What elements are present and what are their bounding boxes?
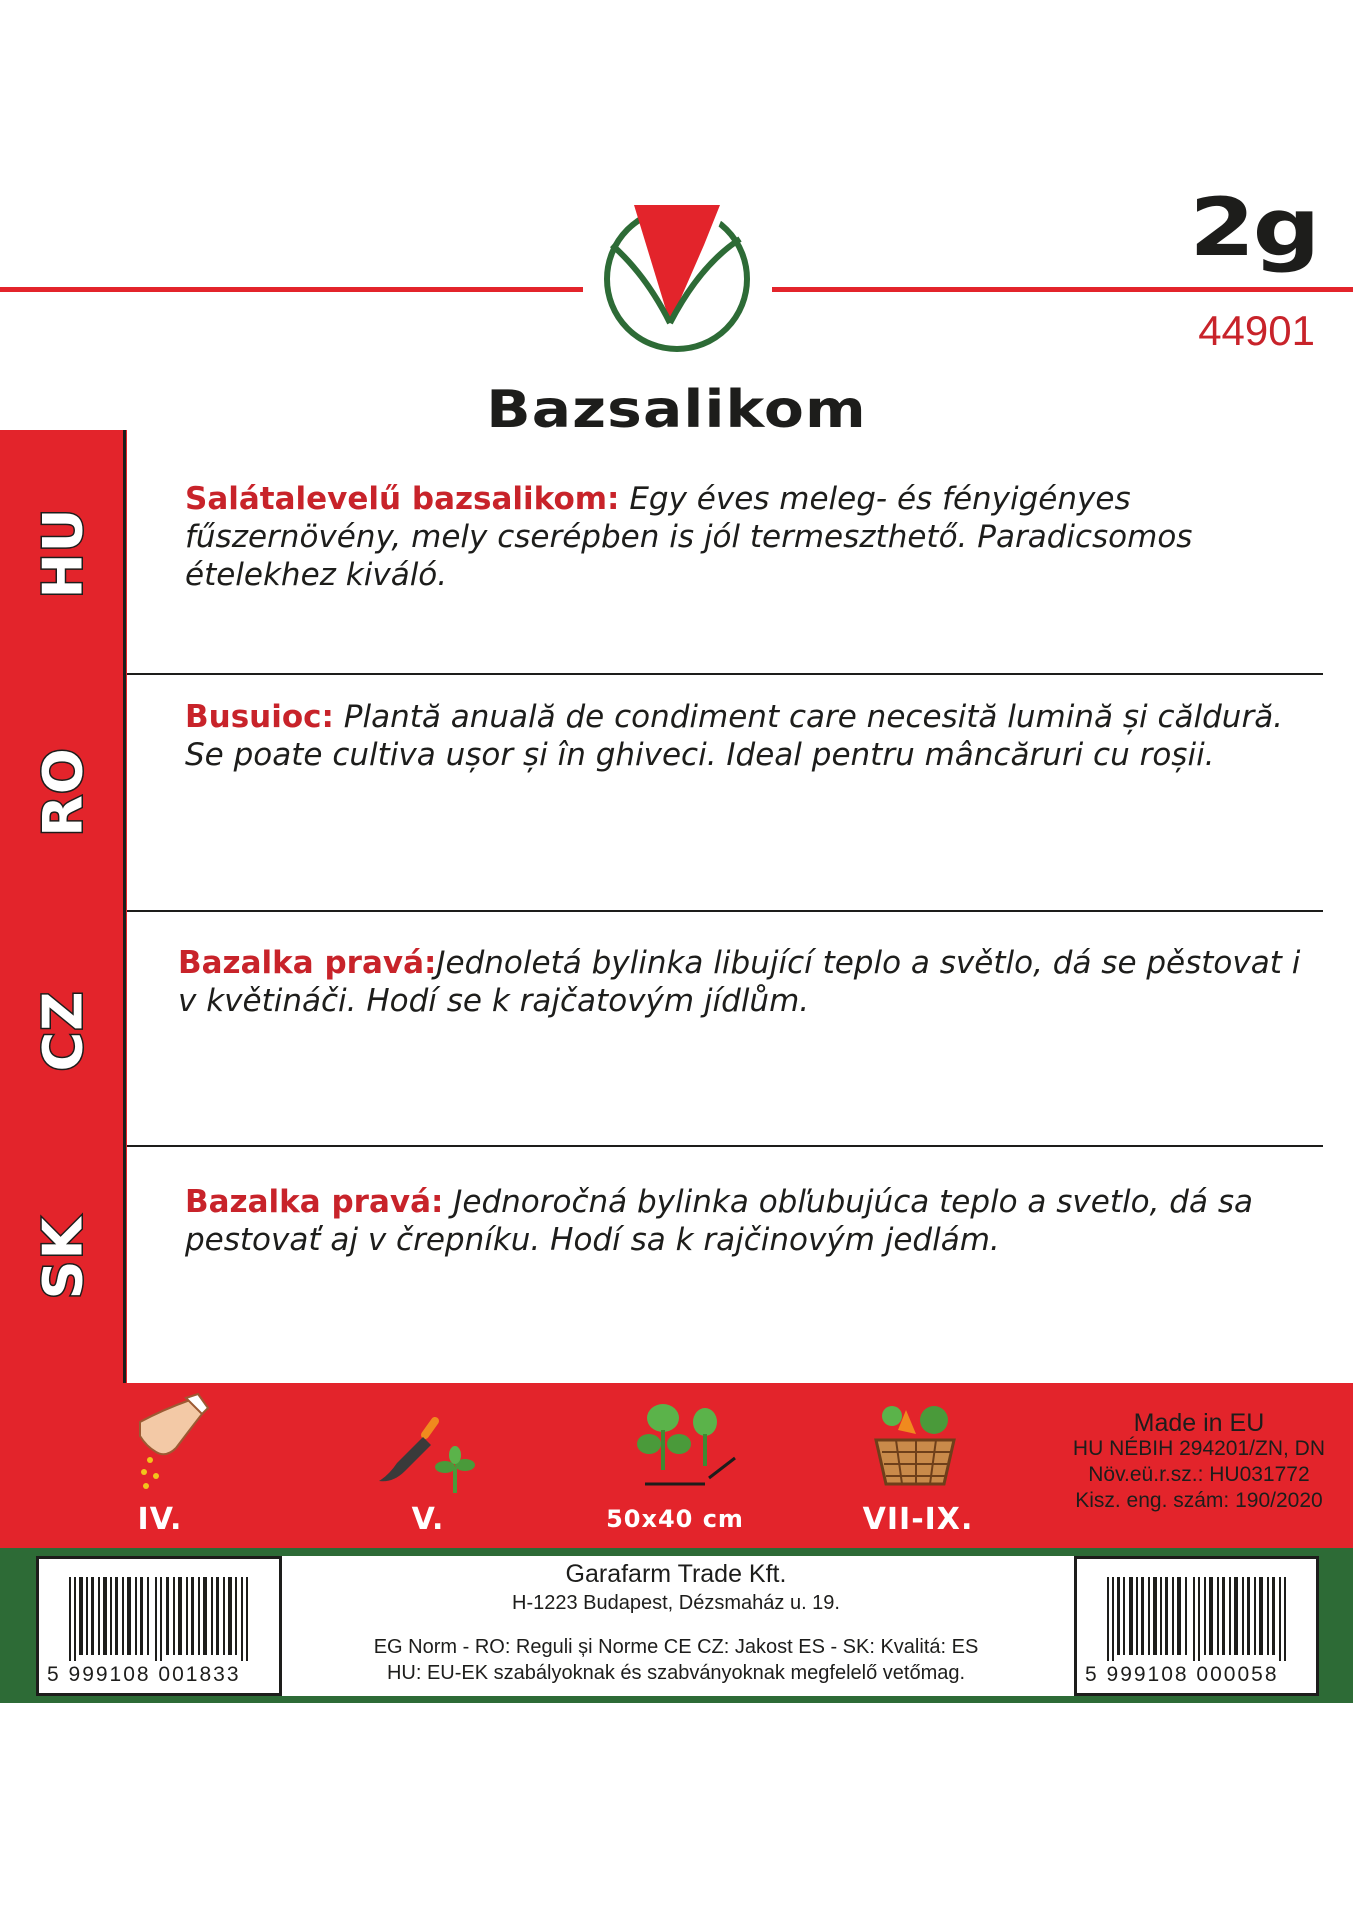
sowing-hand-icon [132,1392,214,1492]
barcode-left-number: 5 999108 001833 [47,1663,241,1686]
company-name: Garafarm Trade Kft. [565,1560,787,1588]
description-sk [185,1183,1325,1259]
brand-logo-icon [600,205,754,353]
lang-label-hu: HU [31,507,95,599]
barcode-left [36,1556,282,1696]
sowing-month: IV. [137,1502,183,1537]
description-text: Plantă anuală de condiment care necesită lumină și căldură. Se poate cultiva ușor și în ghiveci. Ideal pentru mâncăruri cu roșii. [185,699,1284,773]
lang-label-ro: RO [31,747,95,837]
license-number: Kisz. eng. szám: 190/2020 [1075,1489,1323,1512]
description-ro [185,698,1325,774]
product-title: Bazsalikom [486,380,867,440]
section-divider [127,910,1323,912]
section-divider [127,1145,1323,1147]
product-code: 44901 [1198,307,1315,354]
trowel-seedling-icon [375,1415,480,1495]
nebih-number: HU NÉBIH 294201/ZN, DN [1072,1437,1325,1460]
description-label: Salátalevelű bazsalikom: [185,481,620,517]
barcode-left-bars [69,1577,249,1661]
plant-spacing-icon [635,1400,740,1492]
description-text: Egy éves meleg- és fényigényes fűszernövény, mely cserépben is jól termeszthető. Paradicsomos ételekhez kiváló. [185,481,1193,593]
description-cz [178,944,1318,1020]
sidebar-border [123,430,126,1383]
seed-norm-line-2: HU: EU-EK szabályoknak és szabványoknak megfelelő vetőmag. [386,1662,966,1684]
description-label: Bazalka pravá: [185,1184,444,1220]
registry-number: Növ.eü.r.sz.: HU031772 [1088,1463,1310,1486]
planting-month: V. [411,1502,445,1537]
description-text: Jednoročná bylinka obľubujúca teplo a svetlo, dá sa pestovať aj v črepníku. Hodí sa k rajčinovým jedlám. [185,1184,1253,1258]
barcode-right [1074,1556,1319,1696]
lang-label-sk: SK [31,1216,95,1300]
description-text: Jednoletá bylinka libující teplo a světlo, dá se pěstovat i v květináči. Hodí se k rajčatovým jídlům. [178,945,1301,1019]
barcode-right-bars [1107,1577,1287,1661]
section-divider [127,673,1323,675]
header-rule-left [0,287,583,292]
origin-info [1073,1410,1325,1514]
barcode-right-number: 5 999108 000058 [1085,1663,1279,1686]
plant-spacing: 50x40 cm [606,1505,744,1533]
description-label: Busuioc: [185,699,334,735]
company-address: H-1223 Budapest, Dézsmaház u. 19. [512,1592,840,1614]
harvest-months: VII-IX. [862,1502,974,1537]
seed-norm-line-1: EG Norm - RO: Reguli și Norme CE CZ: Jakost ES - SK: Kvalitá: ES [373,1636,979,1658]
description-label: Bazalka pravá: [178,945,437,981]
header-rule-right [772,287,1353,292]
made-in: Made in EU [1133,1409,1265,1437]
package-weight: 2g [1189,181,1318,274]
lang-label-cz: CZ [31,990,95,1072]
harvest-basket-icon [872,1400,958,1488]
description-hu [185,480,1325,594]
